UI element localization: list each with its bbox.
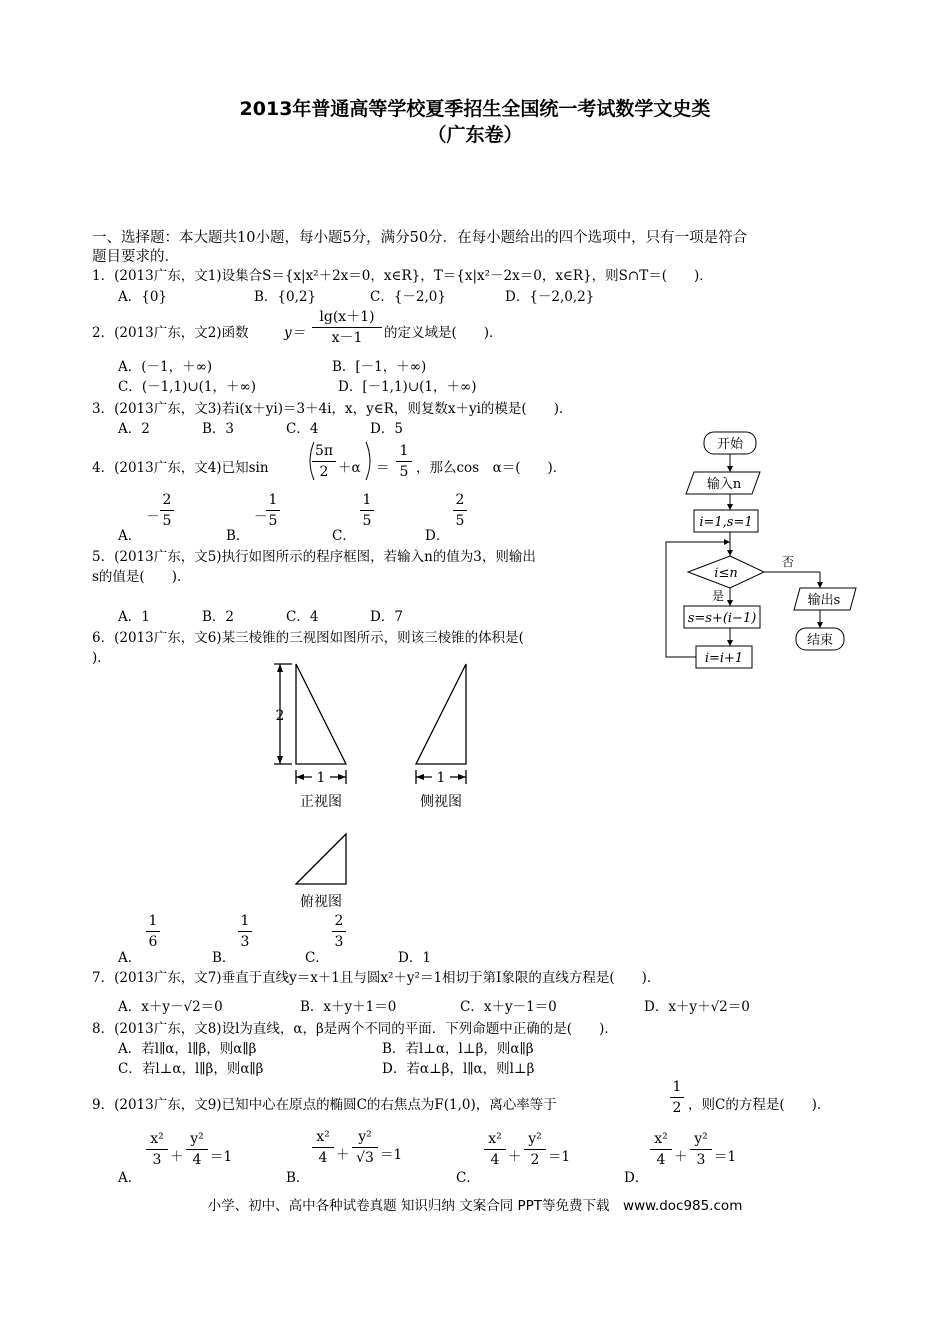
q4-option-b-label: B． [226,528,250,544]
q4-eq: ＝ [376,460,390,476]
q3-option-d: D．5 [370,421,403,437]
section-intro-line2: 题目要求的． [92,249,179,265]
q9-b-plus: ＋ [336,1147,350,1163]
q6-option-b-den: 3 [240,934,250,950]
q6-line2: )． [92,650,111,666]
q4-option-b-den: 5 [268,513,278,529]
q9-d-eq: ＝1 [714,1149,737,1165]
flowchart [660,428,860,688]
q4-option-b-fraction [266,491,280,530]
q4-option-c-den: 5 [362,513,372,529]
q5-line2: s的值是( )． [92,569,191,585]
q4-rhs-num: 1 [399,443,409,459]
q9-e-num: 1 [672,1079,682,1095]
page-title: 2013年普通高等学校夏季招生全国统一考试数学文史类 [239,98,711,120]
q5-option-b: B．2 [202,609,235,625]
front-view-label: 正视图 [300,794,342,810]
q9-d-y2: y² [694,1131,708,1147]
q9-option-d-frac2 [690,1130,712,1169]
q2-option-b: B．[－1，＋∞) [332,359,427,375]
q9-e-fraction [670,1078,684,1117]
q4-option-a-label: A． [118,528,142,544]
q1-option-c: C．{－2,0} [370,289,446,305]
q1-option-d: D．{－2,0,2} [505,289,595,305]
q5-option-c: C．4 [286,609,319,625]
q2-option-c: C．(－1,1)∪(1，＋∞) [118,379,257,395]
top-view-triangle [296,834,346,884]
q6-option-c-num: 2 [334,913,344,929]
q5-line1: 5．(2013广东，文5)执行如图所示的程序框图，若输入n的值为3，则输出 [92,549,536,565]
flow-output-text: 输出s [807,593,841,608]
q9-prefix: 9．(2013广东，文9)已知中心在原点的椭圆C的右焦点为F(1,0)，离心率等于 [92,1097,557,1113]
top-view-label: 俯视图 [300,894,342,910]
q4-arg-num: 5π [314,443,334,459]
side-view-label: 侧视图 [420,794,462,810]
q6-option-b-fraction [238,912,252,951]
flow-update-s-text: s=s+(i−1) [687,611,757,626]
q9-a-x2: x² [150,1131,164,1147]
q2-denominator: x－1 [331,330,363,346]
q9-option-a-frac1 [146,1130,168,1169]
q6-line1: 6．(2013广东，文6)某三棱锥的三视图如图所示，则该三棱锥的体积是( [92,630,524,646]
q6-option-b-num: 1 [240,913,250,929]
q9-a-plus: ＋ [170,1149,184,1165]
q4-arg-den: 2 [319,464,329,480]
q9-d-d1: 4 [656,1152,666,1168]
q9-d-plus: ＋ [674,1149,688,1165]
q9-option-c-frac1 [484,1130,506,1169]
flow-init-text: i=1,s=1 [699,515,753,530]
q2-option-d: D．[－1,1)∪(1，＋∞) [338,379,477,395]
q4-option-b-num: 1 [268,492,278,508]
q1-option-a: A．{0} [118,289,168,305]
q2-suffix: 的定义域是( )． [384,325,503,341]
q1-stem: 1．(2013广东，文1)设集合S＝{x|x²＋2x＝0，x∈R}，T＝{x|x²－2x＝0，x∈R}，则S∩T＝( )． [92,268,713,284]
q4-option-d-label: D． [425,528,450,544]
flow-update-i-text: i=i+1 [704,651,744,666]
q7-option-b: B．x＋y＋1＝0 [300,999,397,1015]
front-width-mark: 1 [316,770,326,786]
side-view-triangle [416,664,466,764]
q9-a-y2: y² [190,1131,204,1147]
q9-a-eq: ＝1 [210,1149,233,1165]
q6-option-c-den: 3 [334,934,344,950]
q6-option-c-label: C． [305,950,329,966]
q8-option-c: C．若l⊥α，l∥β，则α∥β [118,1061,264,1077]
q9-option-c-frac2 [524,1130,546,1169]
q9-option-b-frac1 [312,1128,334,1167]
q9-c-d2: 2 [530,1152,540,1168]
q4-option-a-fraction [160,491,174,530]
q4-option-d-den: 5 [455,513,465,529]
q7-stem: 7．(2013广东，文7)垂直于直线y＝x＋1且与圆x²＋y²＝1相切于第Ⅰ象限的直线方程是( )． [92,970,661,986]
q4-option-c-label: C． [332,528,356,544]
q2-prefix: 2．(2013广东，文2)函数 [92,325,249,341]
flow-no-text: 否 [781,555,795,569]
q4-rhs-fraction [396,442,412,481]
q9-option-d-frac1 [650,1130,672,1169]
q6-option-b-label: B． [212,950,236,966]
q4-option-c-num: 1 [362,492,372,508]
q9-b-d1: 4 [318,1150,328,1166]
q9-a-d2: 4 [192,1152,202,1168]
q9-option-a-frac2 [186,1130,208,1169]
q9-suffix: ，则C的方程是( )． [688,1097,831,1113]
q9-option-b-label: B． [286,1170,310,1186]
flow-start-text: 开始 [716,437,744,452]
q8-stem: 8．(2013广东，文8)设l为直线，α，β是两个不同的平面．下列命题中正确的是( )． [92,1021,618,1037]
q4-option-d-num: 2 [455,492,465,508]
q6-option-a-fraction [146,912,160,951]
q9-option-c-label: C． [456,1170,480,1186]
front-view-triangle [296,664,346,764]
q2-numerator: lg(x＋1) [319,309,375,325]
q8-option-d: D．若α⊥β，l∥α，则l⊥β [382,1061,535,1077]
q7-option-c: C．x＋y－1＝0 [460,999,557,1015]
q9-c-x2: x² [488,1131,502,1147]
q4-option-a-sign: － [146,509,160,525]
flow-input-text: 输入n [706,477,742,492]
q8-option-b: B．若l⊥α，l⊥β，则α∥β [382,1041,534,1057]
q9-b-d2: √3 [356,1150,374,1166]
q6-option-d: D．1 [398,950,431,966]
q9-b-eq: ＝1 [380,1147,403,1163]
q3-option-c: C．4 [286,421,319,437]
q9-d-d2: 3 [696,1152,706,1168]
q4-arg-tail: ＋α [338,460,361,476]
q4-option-b-sign: － [254,509,268,525]
page-subtitle: （广东卷） [427,124,523,146]
q4-option-a-den: 5 [162,513,172,529]
q4-option-c-fraction [360,491,374,530]
page-footer: 小学、初中、高中各种试卷真题 知识归纳 文案合同 PPT等免费下载 www.doc985.com [207,1198,743,1214]
q9-option-b-frac2 [352,1128,378,1167]
q8-option-a: A．若l∥α，l∥β，则α∥β [118,1041,257,1057]
q9-b-x2: x² [316,1129,330,1145]
q3-stem: 3．(2013广东，文3)若i(x＋yi)＝3＋4i，x，y∈R，则复数x＋yi的模是( )． [92,401,573,417]
height-mark: 2 [275,708,285,724]
q4-rhs-den: 5 [399,464,409,480]
q6-option-a-num: 1 [148,913,158,929]
q5-option-a: A．1 [118,609,150,625]
flow-end-text: 结束 [806,633,834,648]
flow-cond-text: i≤n [714,566,738,581]
section-intro-line1: 一、选择题：本大题共10小题，每小题5分，满分50分．在每小题给出的四个选项中，只有一项是符合 [92,230,748,246]
q2-option-a: A．(－1，＋∞) [118,359,213,375]
q4-paren-right [364,440,376,482]
q9-e-den: 2 [672,1100,682,1116]
q1-option-b: B．{0,2} [254,289,317,305]
side-width-mark: 1 [436,770,446,786]
three-views-figure [268,660,488,910]
q2-fraction [312,308,382,347]
q9-b-y2: y² [358,1129,372,1145]
q6-option-a-den: 6 [148,934,158,950]
q4-suffix: ，那么cos α＝( )． [416,460,567,476]
flow-yes-text: 是 [711,589,725,603]
q4-option-a-num: 2 [162,492,172,508]
q6-option-c-fraction [332,912,346,951]
q3-option-a: A．2 [118,421,150,437]
q5-option-d: D．7 [370,609,403,625]
q9-c-eq: ＝1 [548,1149,571,1165]
q7-option-a: A．x＋y－√2＝0 [118,999,223,1015]
q9-d-x2: x² [654,1131,668,1147]
q9-c-d1: 4 [490,1152,500,1168]
q9-c-plus: ＋ [508,1149,522,1165]
q4-option-d-fraction [453,491,467,530]
q2-y: y＝ [284,325,306,341]
q4-prefix: 4．(2013广东，文4)已知sin [92,460,269,476]
q9-c-y2: y² [528,1131,542,1147]
q4-arg-fraction [312,442,336,481]
q6-option-a-label: A． [118,950,142,966]
q9-option-d-label: D． [624,1170,649,1186]
q3-option-b: B．3 [202,421,235,437]
q7-option-d: D．x＋y＋√2＝0 [644,999,750,1015]
q9-option-a-label: A． [118,1170,142,1186]
q9-a-d1: 3 [152,1152,162,1168]
